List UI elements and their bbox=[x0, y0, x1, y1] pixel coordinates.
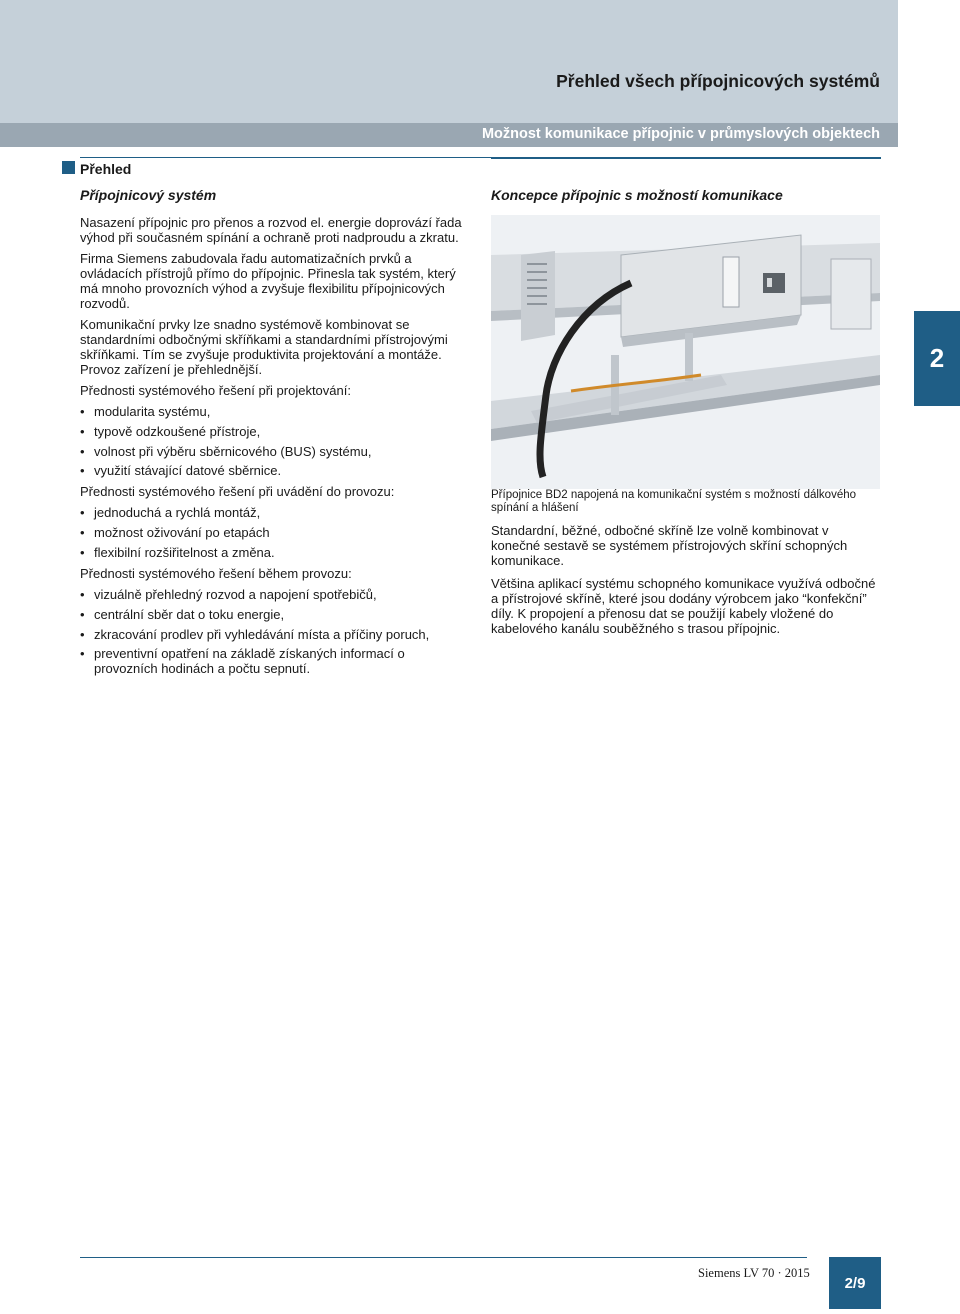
list-item: • typově odzkoušené přístroje, bbox=[80, 424, 470, 439]
header-band bbox=[0, 0, 898, 123]
list-item: • zkracování prodlev při vyhledávání místa a příčiny poruch, bbox=[80, 627, 470, 642]
paragraph: Standardní, běžné, odbočné skříně lze volně kombinovat v konečné sestavě se systémem přístrojových skříní schopných komunikace. bbox=[491, 523, 848, 568]
paragraph: Komunikační prvky lze snadno systémově kombinovat se standardními odbočnými skříňkami a standardními přístrojovými skříňkami. Tím se zvyšuje produktivita projektování a montáže. Provoz zařízení je přehlednější. bbox=[80, 317, 448, 377]
footer-rule bbox=[80, 1257, 807, 1258]
right-column bbox=[491, 186, 881, 644]
paragraph: Firma Siemens zabudovala řadu automatizačních prvků a ovládacích přístrojů přímo do přípojnic. Přinesla tak systém, který má mnoho provozních výhod a zvyšuje flexibilitu přípojnicových rozvodů. bbox=[80, 251, 456, 311]
list-item: • centrální sběr dat o toku energie, bbox=[80, 607, 470, 622]
busbar-illustration bbox=[491, 215, 880, 489]
list-item: • vizuálně přehledný rozvod a napojení spotřebičů, bbox=[80, 587, 470, 602]
list-item: • možnost oživování po etapách bbox=[80, 525, 470, 540]
footer-text: Siemens LV 70 · 2015 bbox=[698, 1266, 810, 1280]
paragraph: Nasazení přípojnic pro přenos a rozvod el. energie doprovází řada výhod při současném spínání a ochraně proti nadproudu a zkratu. bbox=[80, 215, 462, 245]
list-item: • modularita systému, bbox=[80, 404, 470, 419]
list-title: Přednosti systémového řešení během provozu: bbox=[80, 565, 352, 581]
section-rule-right bbox=[491, 157, 881, 159]
section-marker-icon bbox=[62, 161, 75, 174]
busbar-photo bbox=[491, 215, 880, 489]
list-item: • preventivní opatření na základě získaných informací o provozních hodinách a počtu sepnutí. bbox=[80, 646, 470, 676]
left-column bbox=[80, 186, 470, 682]
benefit-list bbox=[80, 587, 470, 676]
list-item: • využití stávající datové sběrnice. bbox=[80, 463, 470, 478]
list-title: Přednosti systémového řešení při uvádění do provozu: bbox=[80, 484, 395, 500]
benefit-list bbox=[80, 505, 470, 560]
benefit-list bbox=[80, 404, 470, 478]
chapter-tab: 2 bbox=[914, 311, 960, 406]
list-title: Přednosti systémového řešení při projektování: bbox=[80, 383, 351, 398]
page-subtitle: Možnost komunikace přípojnic v průmyslových objektech bbox=[481, 126, 880, 142]
left-heading: Přípojnicový systém bbox=[80, 187, 217, 203]
list-item: • jednoduchá a rychlá montáž, bbox=[80, 505, 470, 520]
paragraph: Většina aplikací systému schopného komunikace využívá odbočné a přístrojové skříně, které jsou dodány výrobcem jako “konfekční” díly. K propojení a přenosu dat se použijí kabely vložené do kabelového kanálu souběžného s trasou přípojnic. bbox=[491, 576, 876, 636]
photo-caption: Přípojnice BD2 napojená na komunikační systém s možností dálkového spínání a hlášení bbox=[491, 489, 857, 514]
section-heading: Přehled bbox=[80, 161, 132, 177]
list-item: • volnost při výběru sběrnicového (BUS) systému, bbox=[80, 444, 470, 459]
page-number: 2/9 bbox=[829, 1257, 881, 1309]
right-heading: Koncepce přípojnic s možností komunikace bbox=[491, 187, 783, 203]
page-title: Přehled všech přípojnicových systémů bbox=[556, 71, 880, 91]
list-item: • flexibilní rozšiřitelnost a změna. bbox=[80, 545, 470, 560]
